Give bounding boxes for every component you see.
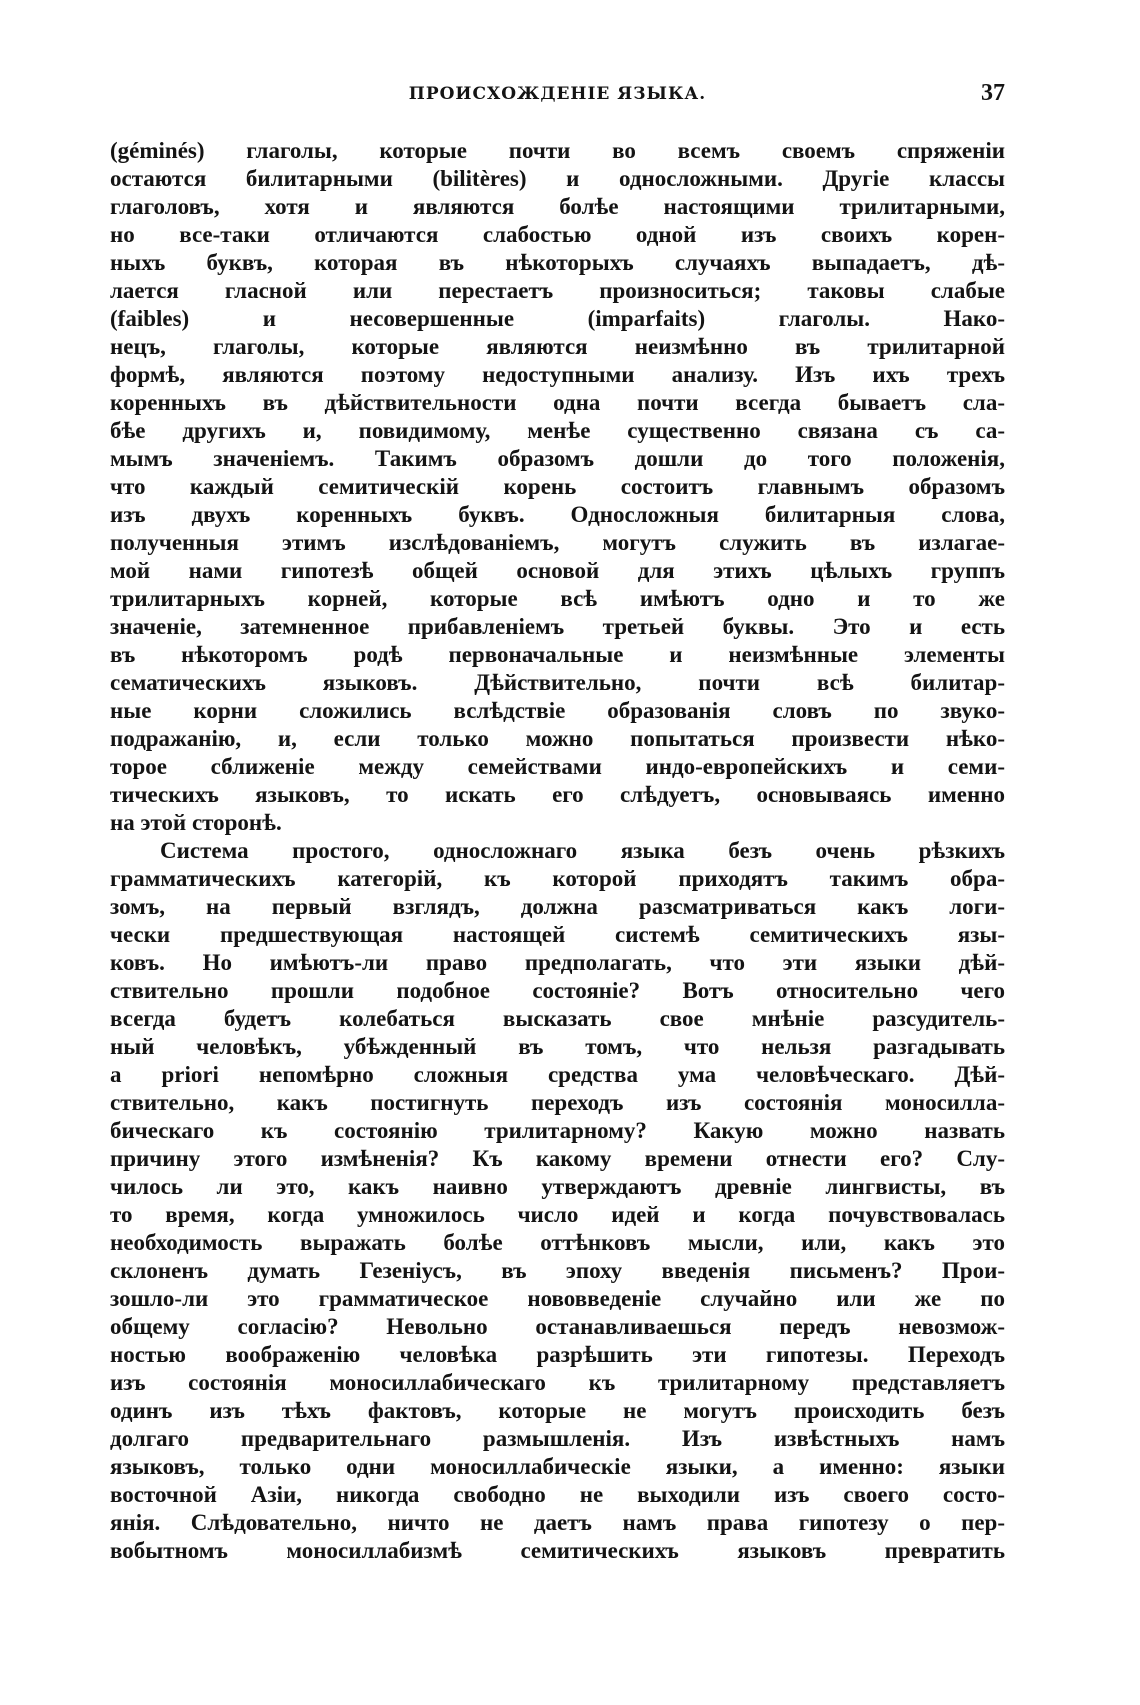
text-line: то время, когда умножилось число идей и когда почувствовалась — [110, 1202, 1005, 1227]
text-line: ныхъ буквъ, которая въ нѣкоторыхъ случаяхъ выпадаетъ, дѣ- — [110, 250, 1005, 275]
text-line: что каждый семитическій корень состоитъ главнымъ образомъ — [110, 474, 1005, 499]
text-line: (faibles) и несовершенные (imparfaits) глаголы. Нако- — [110, 306, 1005, 331]
text-line: восточной Азіи, никогда свободно не выходили изъ своего состо- — [110, 1482, 1005, 1507]
text-line: необходимость выражать болѣе оттѣнковъ мысли, или, какъ это — [110, 1230, 1005, 1255]
text-line: янія. Слѣдовательно, ничто не даетъ намъ права гипотезу о пер- — [110, 1510, 1005, 1535]
text-line: грамматическихъ категорій, къ которой приходятъ такимъ обра- — [110, 866, 1005, 891]
text-line: языковъ, только одни моносиллабическіе языки, а именно: языки — [110, 1454, 1005, 1479]
text-line: долгаго предварительнаго размышленія. Изъ извѣстныхъ намъ — [110, 1426, 1005, 1451]
text-line: остаются билитарными (bilitères) и односложными. Другіе классы — [110, 166, 1005, 191]
text-line: причину этого измѣненія? Къ какому времени отнести его? Слу- — [110, 1146, 1005, 1171]
text-line: мымъ значеніемъ. Такимъ образомъ дошли до того положенія, — [110, 446, 1005, 471]
text-line: формѣ, являются поэтому недоступными анализу. Изъ ихъ трехъ — [110, 362, 1005, 387]
text-line: изъ состоянія моносиллабическаго къ трилитарному представляетъ — [110, 1370, 1005, 1395]
text-line: мой нами гипотезѣ общей основой для этихъ цѣлыхъ группъ — [110, 558, 1005, 583]
text-line: чилось ли это, какъ наивно утверждаютъ древніе лингвисты, въ — [110, 1174, 1005, 1199]
text-line: общему согласію? Невольно останавливаешься передъ невозмож- — [110, 1314, 1005, 1339]
text-line: ный человѣкъ, убѣжденный въ томъ, что нельзя разгадывать — [110, 1034, 1005, 1059]
page-number: 37 — [981, 80, 1005, 106]
text-line: тическихъ языковъ, то искать его слѣдуетъ, основываясь именно — [110, 782, 1005, 807]
text-line: вобытномъ моносиллабизмѣ семитическихъ языковъ превратить — [110, 1538, 1005, 1563]
text-line: ные корни сложились вслѣдствіе образованія словъ по звуко- — [110, 698, 1005, 723]
text-line: значеніе, затемненное прибавленіемъ третьей буквы. Это и есть — [110, 614, 1005, 639]
text-line: всегда будетъ колебаться высказать свое мнѣніе разсудитель- — [110, 1006, 1005, 1031]
text-line: изъ двухъ коренныхъ буквъ. Односложныя билитарныя слова, — [110, 502, 1005, 527]
text-line: ствительно, какъ постигнуть переходъ изъ состоянія моносилла- — [110, 1090, 1005, 1115]
text-line: въ нѣкоторомъ родѣ первоначальные и неизмѣнные элементы — [110, 642, 1005, 667]
text-line: коренныхъ въ дѣйствительности одна почти всегда бываетъ сла- — [110, 390, 1005, 415]
text-line: ковъ. Но имѣютъ-ли право предполагать, что эти языки дѣй- — [110, 950, 1005, 975]
text-line-paragraph-start: Система простого, односложнаго языка безъ очень рѣзкихъ — [160, 838, 1005, 863]
text-line: зошло-ли это грамматическое нововведеніе случайно или же по — [110, 1286, 1005, 1311]
page-header — [110, 80, 1005, 120]
text-line: полученныя этимъ изслѣдованіемъ, могутъ служить въ излагае- — [110, 530, 1005, 555]
text-line: склоненъ думать Гезеніусъ, въ эпоху введенія письменъ? Прои- — [110, 1258, 1005, 1283]
text-line: a priori непомѣрно сложныя средства ума человѣческаго. Дѣй- — [110, 1062, 1005, 1087]
text-line: бѣе другихъ и, повидимому, менѣе существенно связана съ са- — [110, 418, 1005, 443]
text-line: подражанію, и, если только можно попытаться произвести нѣко- — [110, 726, 1005, 751]
text-line-paragraph-end: на этой сторонѣ. — [110, 810, 282, 835]
text-line: зомъ, на первый взглядъ, должна разсматриваться какъ логи- — [110, 894, 1005, 919]
text-line: сематическихъ языковъ. Дѣйствительно, почти всѣ билитар- — [110, 670, 1005, 695]
text-line: одинъ изъ тѣхъ фактовъ, которые не могутъ происходить безъ — [110, 1398, 1005, 1423]
text-line: торое сближеніе между семействами индо-европейскихъ и семи- — [110, 754, 1005, 779]
text-line: ствительно прошли подобное состояніе? Вотъ относительно чего — [110, 978, 1005, 1003]
text-line: (géminés) глаголы, которые почти во всемъ своемъ спряженіи — [110, 138, 1005, 163]
running-title: ПРОИСХОЖДЕНІЕ ЯЗЫКА. — [408, 84, 707, 104]
text-line: ностью воображенію человѣка разрѣшить эти гипотезы. Переходъ — [110, 1342, 1005, 1367]
text-line: чески предшествующая настоящей системѣ семитическихъ язы- — [110, 922, 1005, 947]
text-line: глаголовъ, хотя и являются болѣе настоящими трилитарными, — [110, 194, 1005, 219]
text-line: лается гласной или перестаетъ произноситься; таковы слабые — [110, 278, 1005, 303]
text-line: бическаго къ состоянію трилитарному? Какую можно назвать — [110, 1118, 1005, 1143]
text-line: нецъ, глаголы, которые являются неизмѣнно въ трилитарной — [110, 334, 1005, 359]
body-text — [110, 137, 1005, 1565]
text-line: но все-таки отличаются слабостью одной изъ своихъ корен- — [110, 222, 1005, 247]
text-line: трилитарныхъ корней, которые всѣ имѣютъ одно и то же — [110, 586, 1005, 611]
